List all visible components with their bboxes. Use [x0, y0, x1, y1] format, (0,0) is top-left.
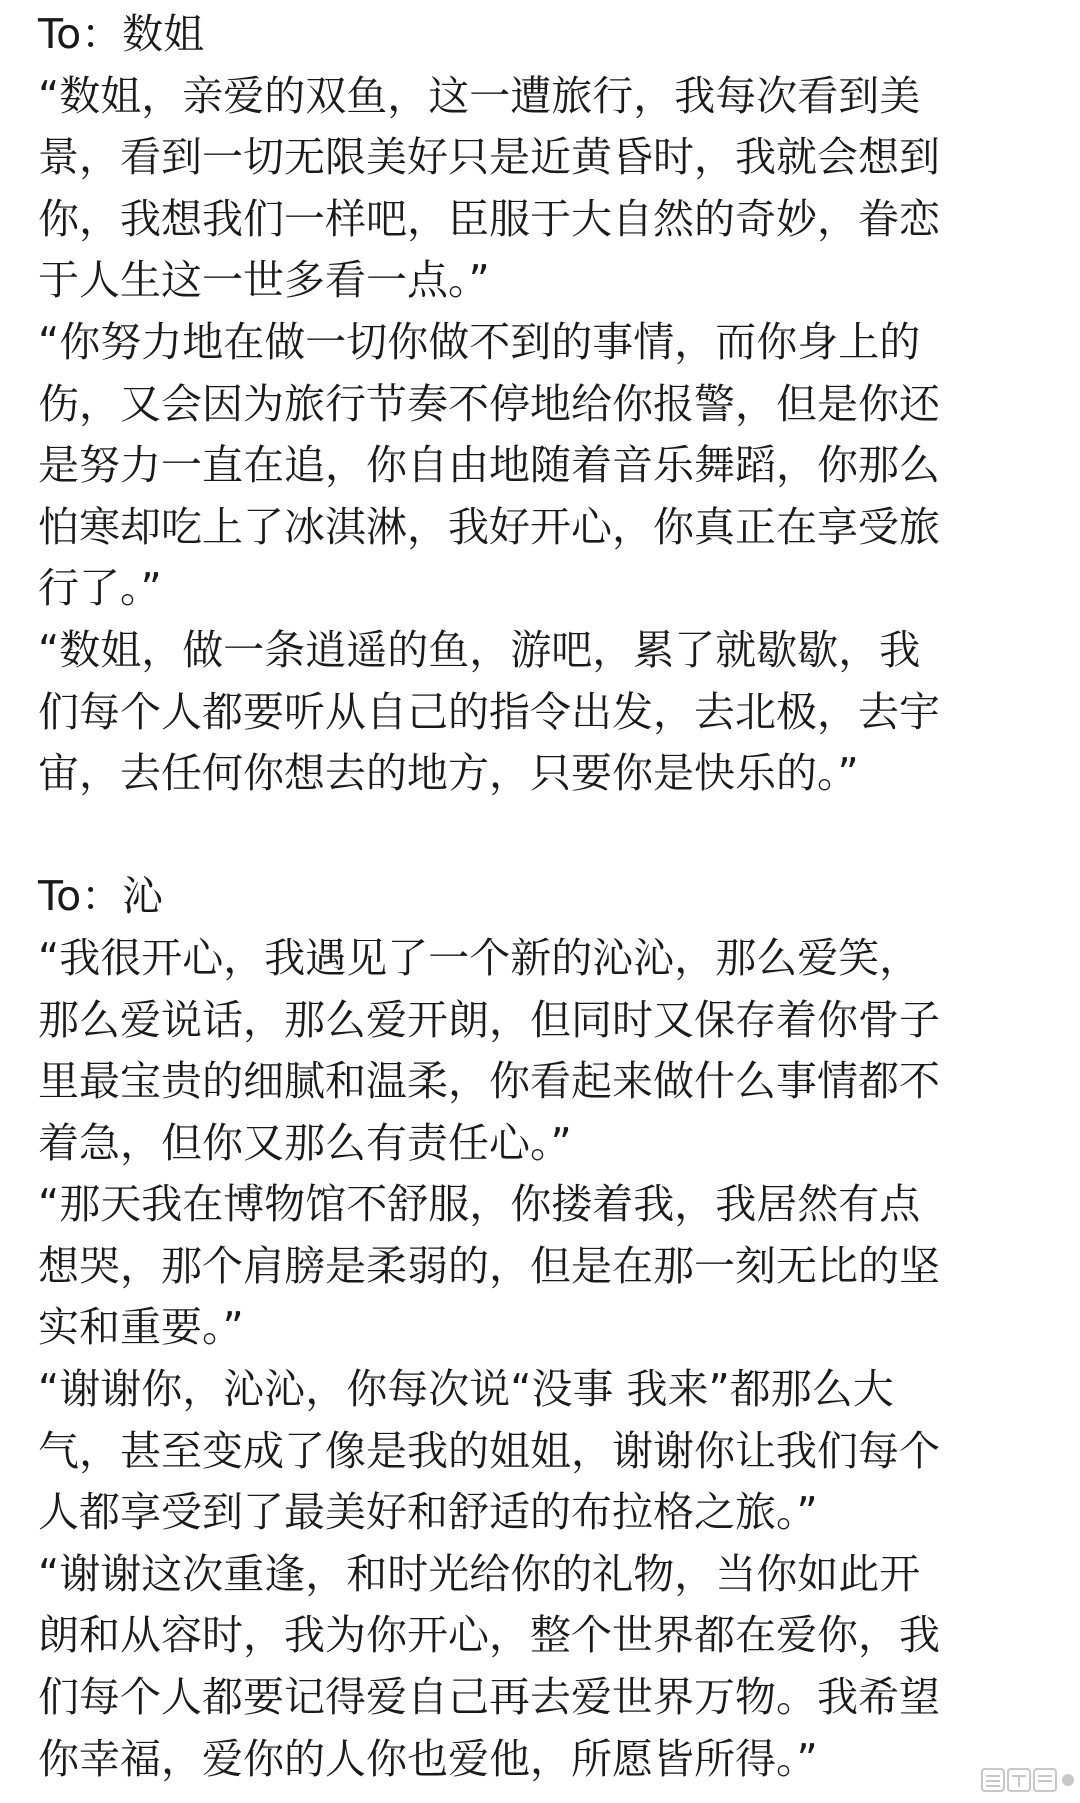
text-line: “谢谢你，沁沁，你每次说“没事 我来”都那么大 — [38, 1365, 894, 1414]
text-line: “你努力地在做一切你做不到的事情，而你身上的 — [38, 317, 921, 366]
text-line: 们每个人都要记得爱自己再去爱世界万物。我希望 — [38, 1673, 940, 1722]
letter-document — [38, 4, 1058, 1790]
text-line: 实和重要。” — [38, 1303, 244, 1352]
watermark-logo-icon — [980, 1763, 1078, 1797]
text-line: “谢谢这次重逢，和时光给你的礼物，当你如此开 — [38, 1549, 921, 1598]
text-line: 们每个人都要听从自己的指令出发，去北极，去宇 — [38, 687, 940, 736]
text-line: “那天我在博物馆不舒服，你搂着我，我居然有点 — [38, 1180, 921, 1229]
text-line: 里最宝贵的细腻和温柔，你看起来做什么事情都不 — [38, 1057, 940, 1106]
text-line: 伤，又会因为旅行节奏不停地给你报警，但是你还 — [38, 379, 940, 428]
text-line: “数姐，亲爱的双鱼，这一遭旅行，我每次看到美 — [38, 71, 921, 120]
text-line: 那么爱说话，那么爱开朗，但同时又保存着你骨子 — [38, 995, 940, 1044]
text-line: 景，看到一切无限美好只是近黄昏时，我就会想到 — [38, 133, 940, 182]
text-line: 人都享受到了最美好和舒适的布拉格之旅。” — [38, 1488, 818, 1537]
section-heading: To：数姐 — [38, 10, 205, 58]
text-line: 宙，去任何你想去的地方，只要你是快乐的。” — [38, 749, 859, 798]
text-line: 朗和从容时，我为你开心，整个世界都在爱你，我 — [38, 1611, 940, 1660]
text-line: 你，我想我们一样吧，臣服于大自然的奇妙，眷恋 — [38, 194, 940, 243]
text-line: 着急，但你又那么有责任心。” — [38, 1118, 572, 1167]
section-heading: To：沁 — [38, 872, 164, 921]
text-line: 是努力一直在追，你自由地随着音乐舞蹈，你那么 — [38, 441, 940, 490]
paragraph-gap — [38, 805, 1058, 867]
text-line: “我很开心，我遇见了一个新的沁沁，那么爱笑， — [38, 933, 921, 982]
text-line: 你幸福，爱你的人你也爱他，所愿皆所得。” — [38, 1734, 818, 1783]
text-line: 于人生这一世多看一点。” — [38, 256, 490, 305]
text-line: “数姐，做一条逍遥的鱼，游吧，累了就歇歇，我 — [38, 625, 921, 674]
text-line: 怕寒却吃上了冰淇淋，我好开心，你真正在享受旅 — [38, 502, 940, 551]
text-line: 行了。” — [38, 564, 162, 613]
text-line: 想哭，那个肩膀是柔弱的，但是在那一刻无比的坚 — [38, 1241, 940, 1290]
text-line: 气，甚至变成了像是我的姐姐，谢谢你让我们每个 — [38, 1426, 940, 1475]
